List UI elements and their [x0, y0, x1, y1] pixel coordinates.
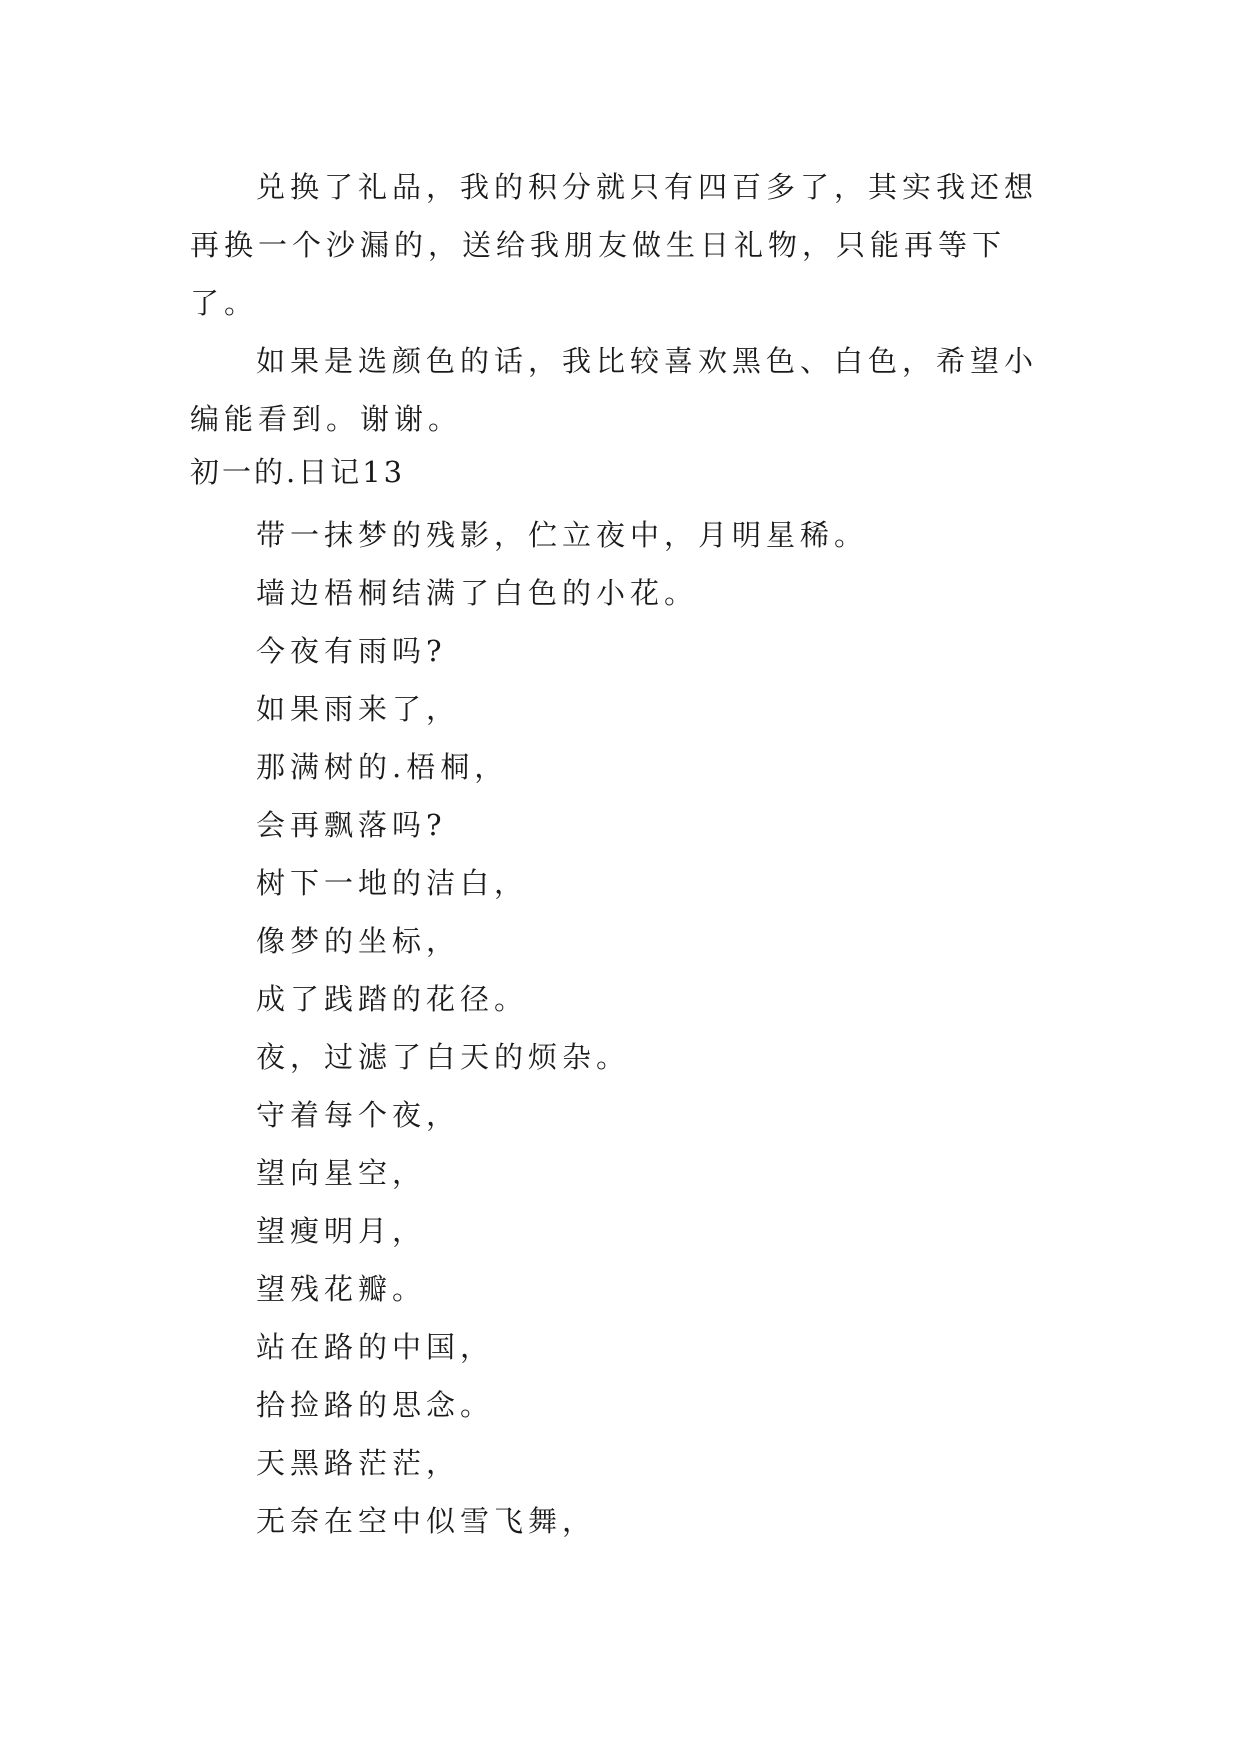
poem-line: 守着每个夜，	[256, 1098, 461, 1132]
poem-line: 会再飘落吗?	[256, 808, 447, 842]
poem-line: 墙边梧桐结满了白色的小花。	[256, 576, 699, 610]
poem-line: 望残花瓣。	[256, 1272, 427, 1306]
poem-line: 今夜有雨吗?	[256, 634, 447, 668]
poem-line: 成了践踏的花径。	[256, 982, 529, 1016]
intro-text	[190, 158, 1060, 448]
poem-line: 树下一地的洁白，	[256, 866, 529, 900]
poem-line: 那满树的.梧桐，	[256, 750, 509, 784]
poem-line: 站在路的中国，	[256, 1330, 495, 1364]
poem-line: 拾捡路的思念。	[256, 1388, 495, 1422]
poem-line: 如果雨来了，	[256, 692, 461, 726]
poem-line: 像梦的坐标，	[256, 924, 461, 958]
poem-line: 带一抹梦的残影，伫立夜中，月明星稀。	[256, 518, 869, 552]
poem-line: 望向星空，	[256, 1156, 427, 1190]
poem	[256, 506, 868, 1550]
poem-line: 天黑路茫茫，	[256, 1446, 461, 1480]
paragraph: 如果是选颜色的话，我比较喜欢黑色、白色，希望小编能看到。谢谢。	[190, 344, 1039, 436]
diary-title: 初一的.日记13	[190, 455, 406, 489]
poem-line: 望瘦明月，	[256, 1214, 427, 1248]
paragraph: 兑换了礼品，我的积分就只有四百多了，其实我还想再换一个沙漏的，送给我朋友做生日礼物，只能再等下了。	[190, 170, 1039, 320]
poem-line: 无奈在空中似雪飞舞，	[256, 1504, 597, 1538]
poem-line: 夜，过滤了白天的烦杂。	[256, 1040, 631, 1074]
